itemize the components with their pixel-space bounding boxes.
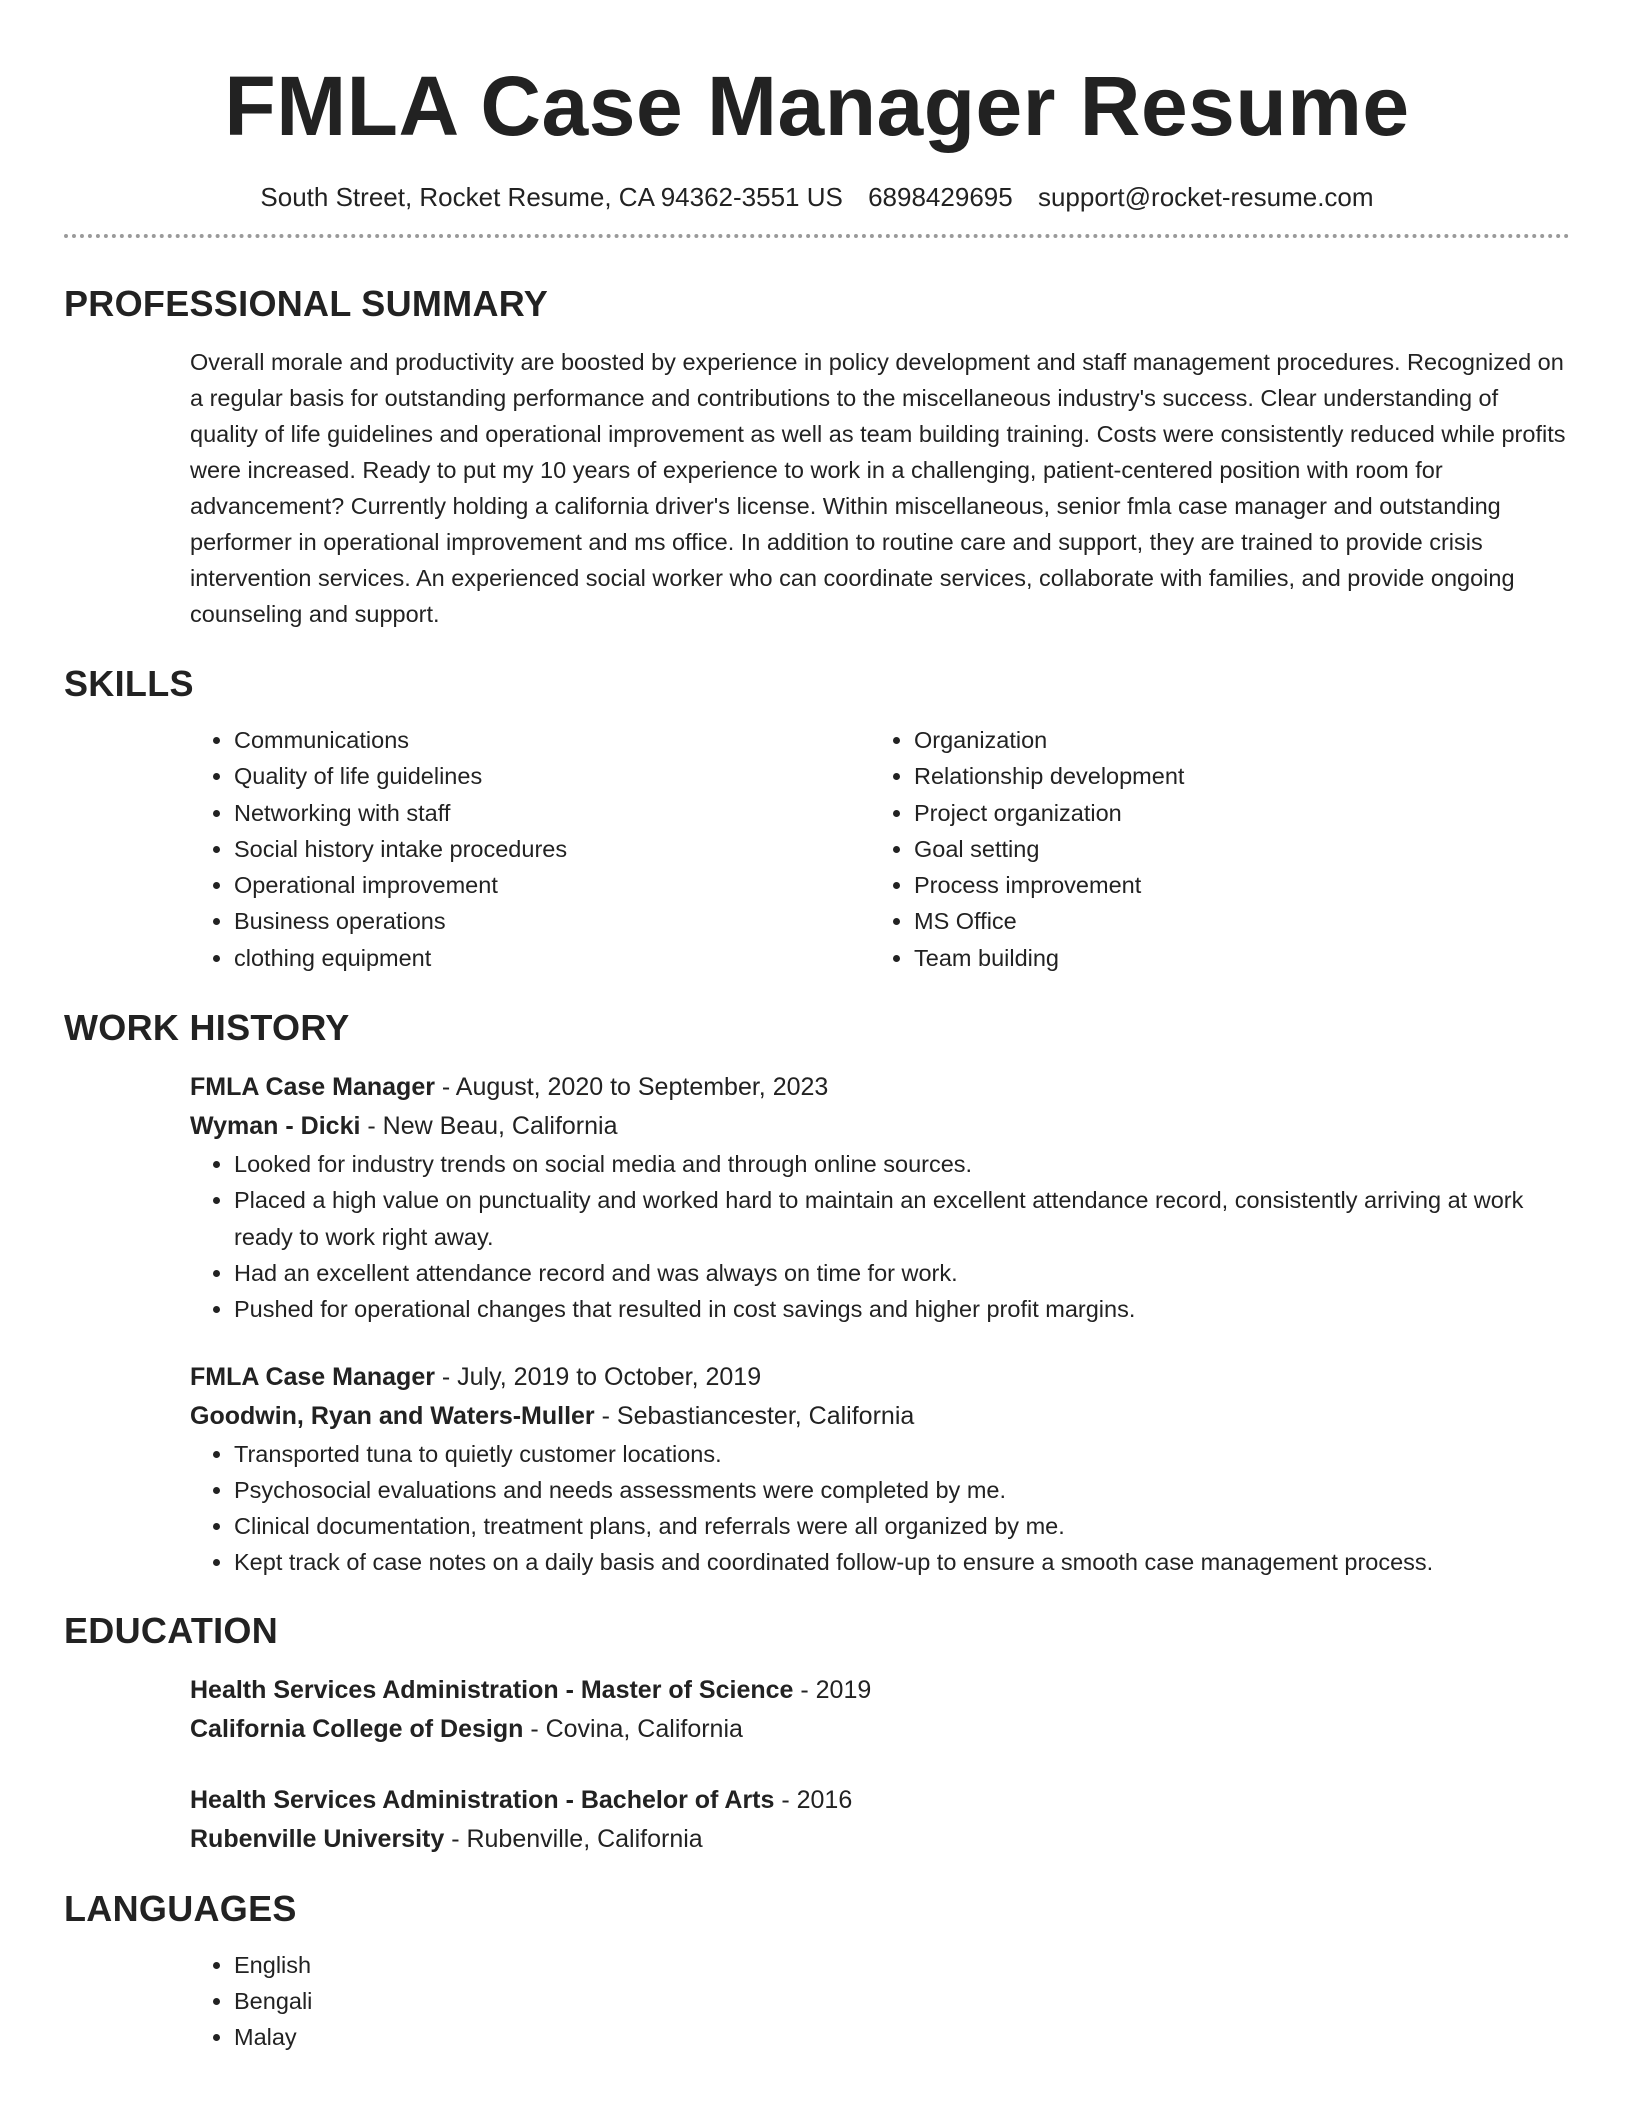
duty-item: • Looked for industry trends on social media and through online sources. [234, 1146, 1570, 1182]
skill-item: • Process improvement [914, 867, 1550, 903]
job-entry [190, 1068, 1570, 1327]
job-entry [190, 1358, 1570, 1581]
job-location: - Sebastiancester, California [594, 1401, 915, 1430]
language-item: • English [234, 1947, 1570, 1983]
skill-item: • MS Office [914, 903, 1550, 939]
job-title-line [190, 1358, 1570, 1397]
job-title-line [190, 1068, 1570, 1107]
education-heading: EDUCATION [64, 1609, 279, 1651]
header-divider [64, 234, 1570, 238]
duty-item: • Kept track of case notes on a daily basis and coordinated follow-up to ensure a smooth case management process. [234, 1544, 1570, 1580]
school-location: - Covina, California [523, 1714, 743, 1743]
degree-line [190, 1671, 1570, 1710]
resume-title: FMLA Case Manager Resume [224, 59, 1410, 153]
contact-line [64, 180, 1570, 214]
school: California College of Design [190, 1714, 524, 1743]
job-duties [190, 1146, 1570, 1327]
degree: Health Services Administration - Bachelor of Arts [190, 1785, 775, 1814]
skill-item: • Organization [914, 722, 1550, 758]
skill-item: • Quality of life guidelines [234, 758, 870, 794]
contact-phone: 6898429695 [868, 182, 1013, 212]
school-location: - Rubenville, California [444, 1824, 703, 1853]
skill-item: • Social history intake procedures [234, 831, 870, 867]
school: Rubenville University [190, 1824, 445, 1853]
skill-item: • Networking with staff [234, 795, 870, 831]
job-title: FMLA Case Manager [190, 1362, 435, 1391]
school-line [190, 1710, 1570, 1749]
degree-line [190, 1781, 1570, 1820]
skill-item: • Communications [234, 722, 870, 758]
duty-item: • Placed a high value on punctuality and worked hard to maintain an excellent attendance record, consistently arriving at work ready to work right away. [234, 1182, 1570, 1255]
language-item: • Bengali [234, 1983, 1570, 2019]
job-title: FMLA Case Manager [190, 1073, 435, 1102]
duty-item: • Psychosocial evaluations and needs assessments were completed by me. [234, 1472, 1570, 1508]
duty-item: • Clinical documentation, treatment plans, and referrals were all organized by me. [234, 1508, 1570, 1544]
education-entry [190, 1671, 1570, 1749]
language-item: • Malay [234, 2019, 1570, 2055]
duty-item: • Pushed for operational changes that resulted in cost savings and higher profit margins. [234, 1291, 1570, 1327]
school-line [190, 1820, 1570, 1859]
job-duties [190, 1436, 1570, 1581]
skill-item: • clothing equipment [234, 940, 870, 976]
education-entry [190, 1781, 1570, 1859]
job-dates: - August, 2020 to September, 2023 [434, 1073, 829, 1102]
languages-heading: LANGUAGES [64, 1887, 297, 1929]
job-company: Wyman - Dicki [190, 1112, 361, 1141]
skill-item: • Project organization [914, 795, 1550, 831]
skills-column-left [190, 722, 870, 976]
languages-list [190, 1947, 1570, 2056]
skills-column-right [870, 722, 1550, 976]
skill-item: • Relationship development [914, 758, 1550, 794]
job-location: - New Beau, California [360, 1112, 618, 1141]
skill-item: • Team building [914, 940, 1550, 976]
contact-email: support@rocket-resume.com [1037, 182, 1374, 212]
degree-year: - 2019 [793, 1675, 872, 1704]
job-dates: - July, 2019 to October, 2019 [434, 1362, 762, 1391]
duty-item: • Transported tuna to quietly customer locations. [234, 1436, 1570, 1472]
skill-item: • Goal setting [914, 831, 1550, 867]
summary-heading: PROFESSIONAL SUMMARY [64, 283, 549, 324]
job-company-line [190, 1107, 1570, 1146]
job-company: Goodwin, Ryan and Waters-Muller [190, 1401, 595, 1430]
degree-year: - 2016 [774, 1785, 853, 1814]
work-heading: WORK HISTORY [64, 1007, 350, 1049]
contact-address: South Street, Rocket Resume, CA 94362-3551 US [260, 182, 843, 212]
job-company-line [190, 1397, 1570, 1436]
skill-item: • Business operations [234, 903, 870, 939]
summary-text: Overall morale and productivity are boosted by experience in policy development and staff management procedures. Recognized on a regular basis for outstanding performance and contributions to the miscellaneous industry's success. Clear understanding of quality of life guidelines and operational improvement as well as team building training. Costs were consistently reduced while profits were increased. Ready to put my 10 years of experience to work in a challenging, patient-centered position with room for advancement? Currently holding a california driver's license. Within miscellaneous, senior fmla case manager and outstanding performer in operational improvement and ms office. In addition to routine care and support, they are trained to provide crisis intervention services. An experienced social worker who can coordinate services, collaborate with families, and provide ongoing counseling and support. [190, 349, 1566, 627]
skill-item: • Operational improvement [234, 867, 870, 903]
skills-heading: SKILLS [64, 663, 194, 704]
resume-page [64, 0, 1570, 2056]
skills-list [190, 722, 1570, 976]
degree: Health Services Administration - Master of Science [190, 1675, 794, 1704]
duty-item: • Had an excellent attendance record and was always on time for work. [234, 1255, 1570, 1291]
